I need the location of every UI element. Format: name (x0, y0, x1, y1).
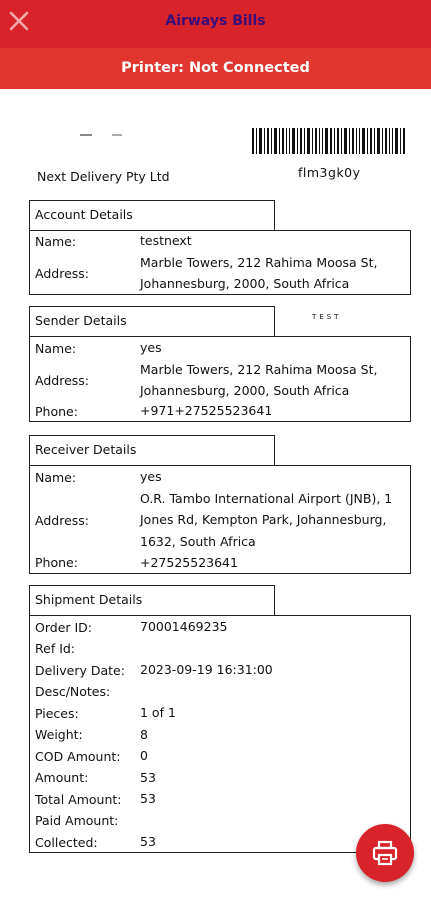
total-amount-label: Total Amount: (35, 791, 122, 807)
total-amount-value: 53 (140, 791, 156, 807)
barcode-image (252, 128, 407, 154)
receiver-address-label: Address: (35, 512, 89, 528)
page-title: Airways Bills (165, 13, 266, 29)
receiver-name-label: Name: (35, 469, 77, 485)
amount-label: Amount: (35, 770, 89, 785)
order-id-value: 70001469235 (140, 619, 228, 635)
account-details-box (29, 230, 411, 295)
sender-details-box (29, 336, 411, 422)
sender-phone-label: Phone: (35, 403, 78, 419)
company-name: Next Delivery Pty Ltd (37, 169, 170, 184)
sender-address-label: Address: (35, 372, 89, 388)
cod-amount-value: 0 (140, 748, 148, 764)
logo-image (80, 132, 125, 138)
printer-status-bar: Printer: Not Connected (0, 48, 431, 89)
amount-value: 53 (140, 769, 156, 785)
pieces-label: Pieces: (35, 705, 79, 721)
paid-amount-label: Paid Amount: (35, 813, 119, 828)
account-name-label: Name: (35, 233, 77, 249)
weight-value: 8 (140, 726, 148, 742)
app-header (0, 0, 431, 48)
account-address-value: Marble Towers, 212 Rahima Moosa St, Johannesburg, 2000, South Africa (140, 254, 378, 291)
shipment-details-title: Shipment Details (29, 585, 275, 615)
sender-phone-value: +971+27525523641 (140, 403, 273, 419)
delivery-date-label: Delivery Date: (35, 662, 125, 678)
sender-address-value: Marble Towers, 212 Rahima Moosa St, Johannesburg, 2000, South Africa (140, 361, 378, 398)
weight-label: Weight: (35, 727, 83, 742)
receiver-phone-value: +27525523641 (140, 554, 238, 570)
cod-amount-label: COD Amount: (35, 748, 121, 764)
sender-name-value: yes (140, 340, 162, 356)
collected-value: 53 (140, 834, 156, 850)
account-details-title: Account Details (29, 200, 275, 230)
delivery-date-value: 2023-09-19 16:31:00 (140, 662, 273, 678)
collected-label: Collected: (35, 834, 98, 850)
receiver-details-box (29, 465, 411, 574)
test-watermark: TEST (312, 313, 342, 321)
ref-id-label: Ref Id: (35, 641, 76, 656)
receiver-address-value: O.R. Tambo International Airport (JNB), 1 Jones Rd, Kempton Park, Johannesburg, 1632, South Africa (140, 490, 393, 549)
shipment-details-box (29, 615, 411, 853)
printer-icon (371, 839, 399, 867)
receiver-name-value: yes (140, 469, 162, 485)
desc-notes-label: Desc/Notes: (35, 684, 111, 699)
account-address-label: Address: (35, 265, 89, 281)
sender-name-label: Name: (35, 340, 77, 356)
receiver-phone-label: Phone: (35, 555, 78, 570)
print-button[interactable] (356, 824, 414, 882)
receiver-details-title: Receiver Details (29, 435, 275, 465)
awb-code: flm3gk0y (298, 165, 361, 180)
account-name-value: testnext (140, 233, 192, 249)
sender-details-title: Sender Details (29, 306, 275, 336)
pieces-value: 1 of 1 (140, 705, 176, 721)
order-id-label: Order ID: (35, 619, 93, 635)
